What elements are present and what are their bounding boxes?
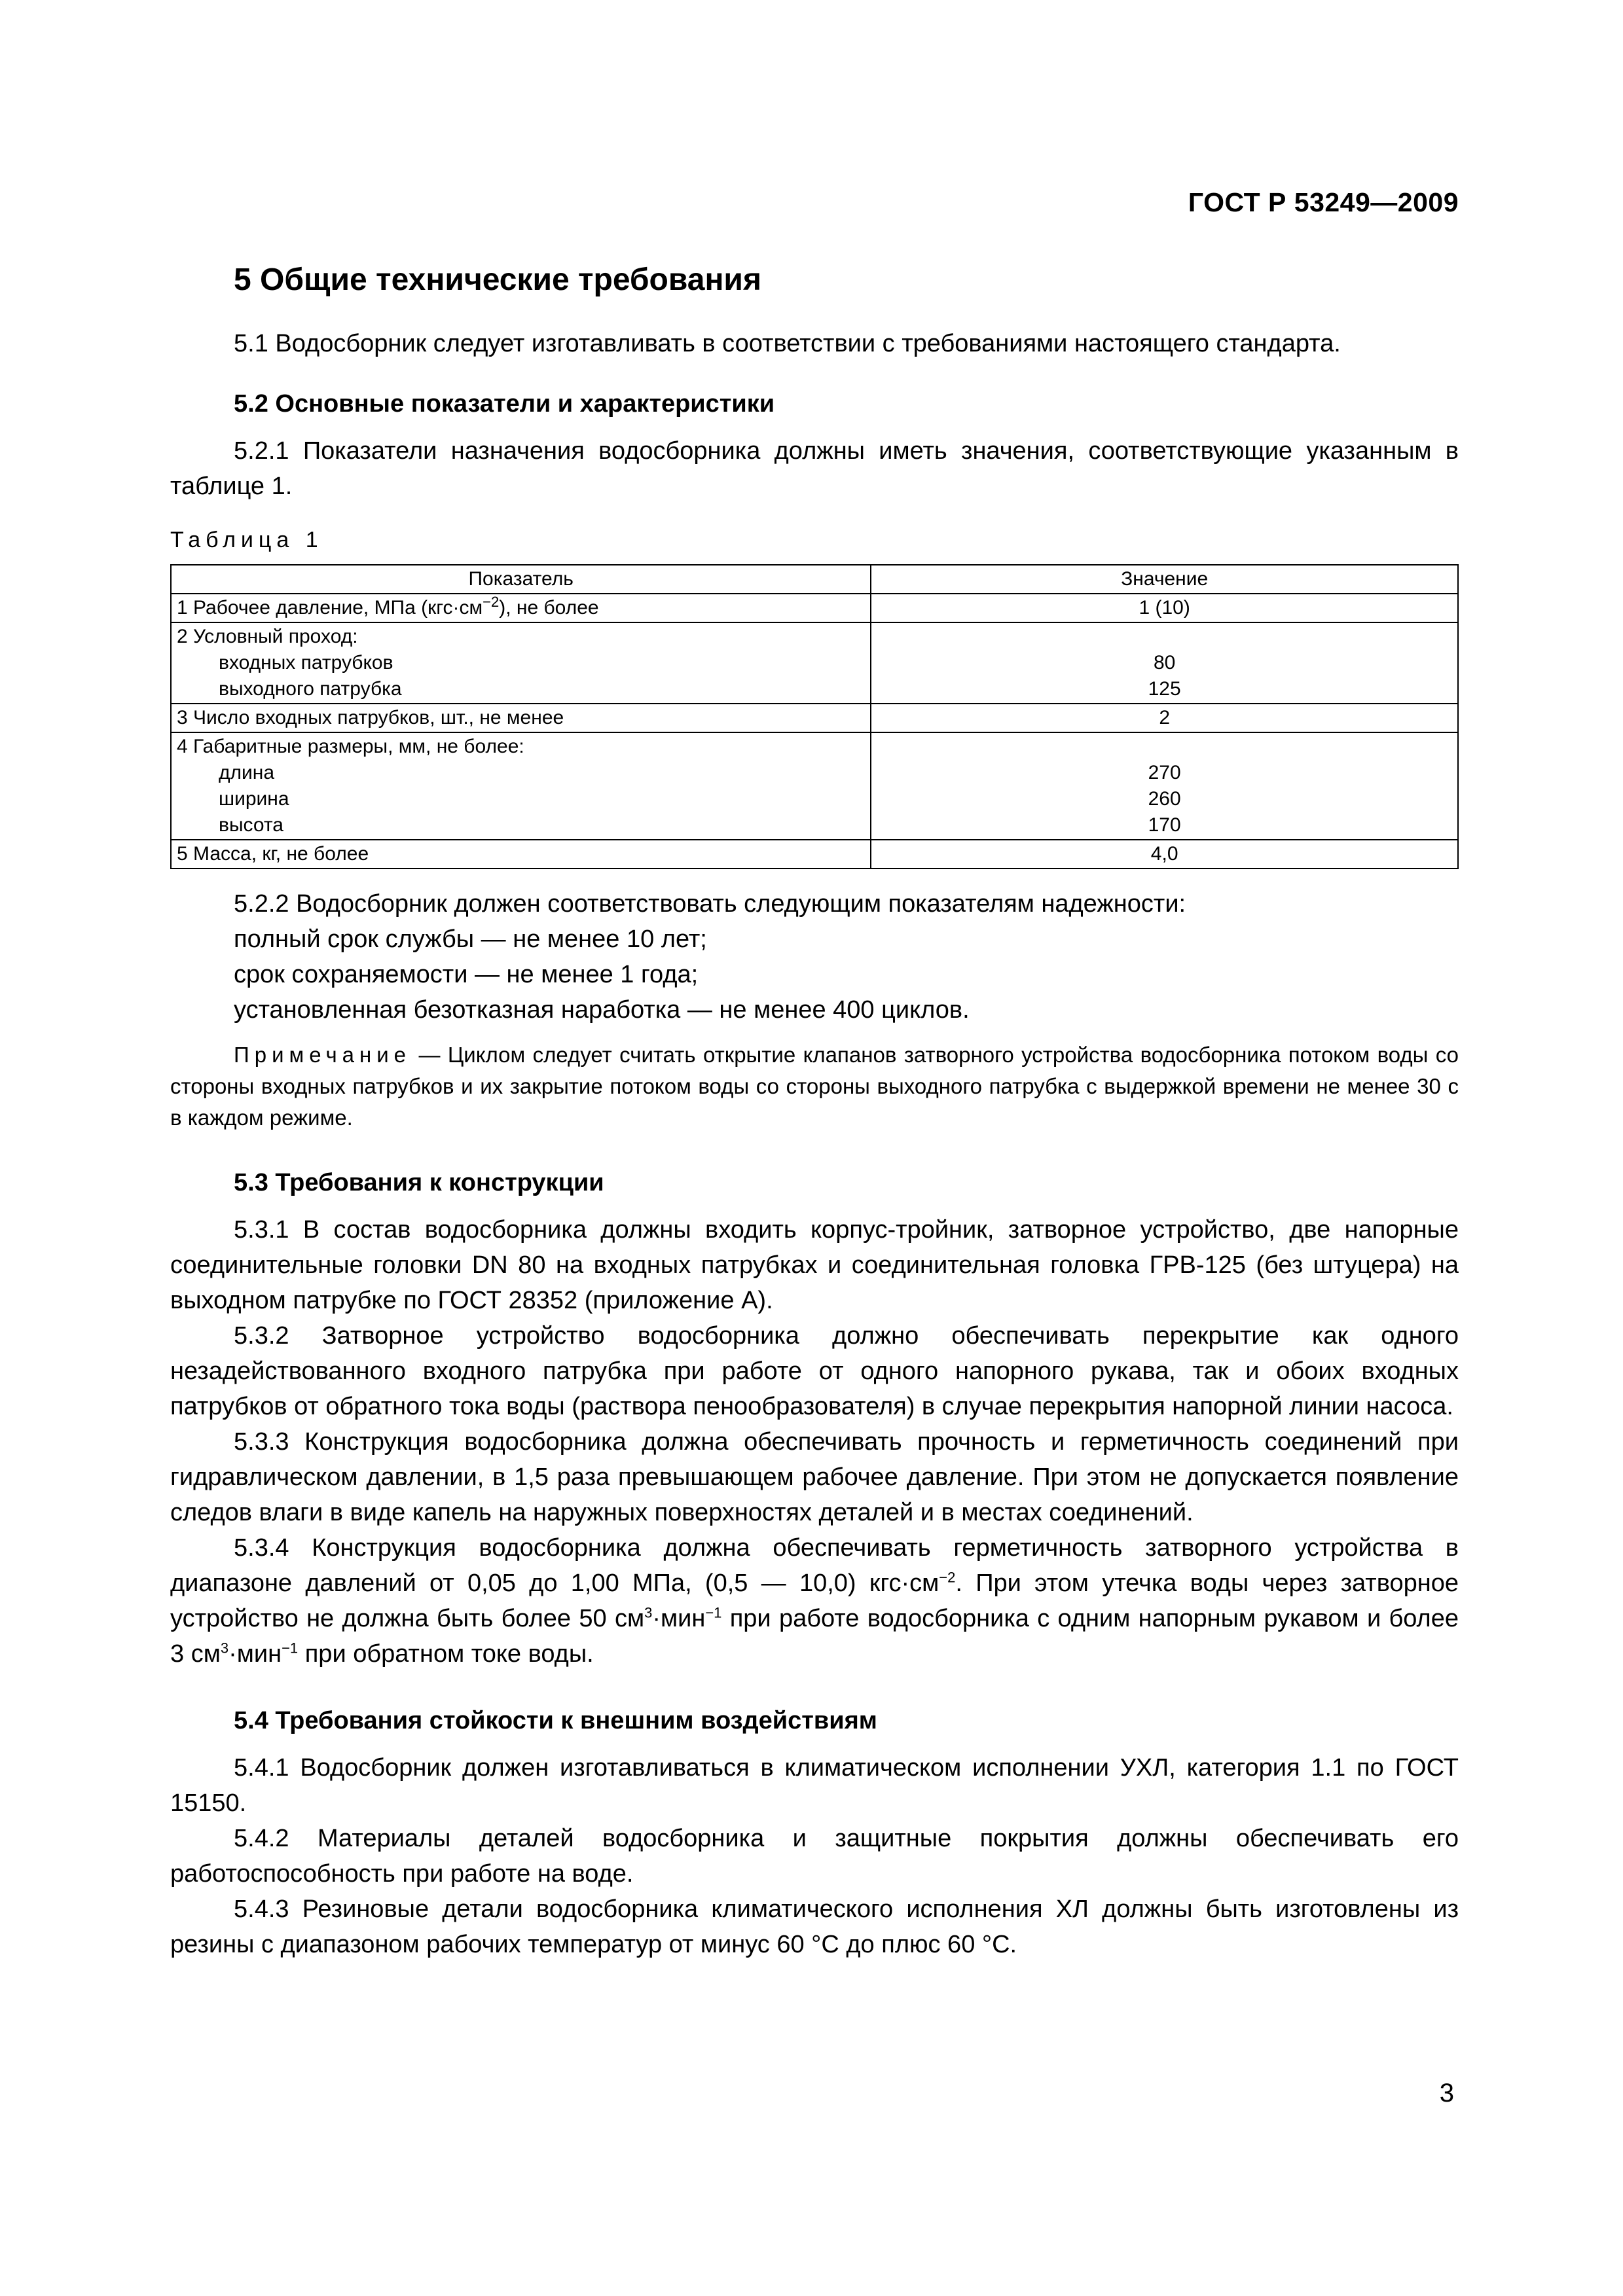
note <box>170 1039 1459 1134</box>
table-cell-param: 1 Рабочее давление, МПа $(кгс\cdot см^{-2})$, не более <box>171 594 871 622</box>
page-number: 3 <box>1439 2079 1454 2108</box>
table-cell-value: 2 <box>871 704 1458 732</box>
table-row <box>171 840 1458 869</box>
paragraph-5-4-1: 5.4.1 Водосборник должен изготавливаться в климатическом исполнении УХЛ, категория 1.1 по ГОСТ 15150. <box>170 1754 1459 1817</box>
note-label: Примечание <box>234 1043 412 1067</box>
note-text: — Циклом следует считать открытие клапанов затворного устройства водосборника потоком воды со стороны входных патрубков и их закрытие потоком воды со стороны выходного патрубка с выдержкой времени не менее 30 с в каждом режиме. <box>170 1043 1459 1130</box>
table-row <box>171 704 1458 732</box>
column-header-param: Показатель <box>171 565 871 594</box>
paragraph-5-4-2: 5.4.2 Материалы деталей водосборника и защитные покрытия должны обеспечивать его работоспособность при работе на воде. <box>170 1825 1459 1888</box>
table-cell-param: 4 Габаритные размеры, мм, не более: длина ширина высота <box>171 732 871 840</box>
paragraph-5-3-4: 5.3.4 Конструкция водосборника должна обеспечивать герметичность затворного устройства в диапазоне давлений от 0,05 до 1,00 МПа, (0,5 — 10,0) $кгс\cdot см^{-2}$. При этом утечка воды через затворное устройство не должна быть более 50 $см^3\cdot мин^{-1}$ при работе водосборника с одним напорным рукавом и более 3 $см^3\cdot мин^{-1}$ при обратном токе воды. <box>170 1534 1459 1668</box>
subsection-title-5-2: 5.2 Основные показатели и характеристики <box>234 390 775 418</box>
table-header-row <box>171 565 1458 594</box>
paragraph-5-4-3: 5.4.3 Резиновые детали водосборника климатического исполнения ХЛ должны быть изготовлены из резины с диапазоном рабочих температур от минус 60 °С до плюс 60 °С. <box>170 1895 1459 1958</box>
table-cell-param: 3 Число входных патрубков, шт., не менее <box>171 704 871 732</box>
table-cell-param: 2 Условный проход: входных патрубков выходного патрубка <box>171 622 871 704</box>
paragraph-5-1: 5.1 Водосборник следует изготавливать в соответствии с требованиями настоящего стандарта. <box>234 330 1341 357</box>
paragraph-5-2-1: 5.2.1 Показатели назначения водосборника должны иметь значения, соответствующие указанным в таблице 1. <box>170 437 1459 500</box>
page-content <box>170 260 1459 1962</box>
subsection-title-5-3: 5.3 Требования к конструкции <box>234 1169 604 1196</box>
table-cell-value: 270 260 170 <box>871 732 1458 840</box>
table-cell-value: 4,0 <box>871 840 1458 869</box>
table-caption: Таблица 1 <box>170 528 323 552</box>
paragraph-5-3-1: 5.3.1 В состав водосборника должны входить корпус-тройник, затворное устройство, две напорные соединительные головки DN 80 на входных патрубках и соединительная головка ГРВ-125 (без штуцера) на выходном патрубке по ГОСТ 28352 (приложение А). <box>170 1216 1459 1314</box>
table-cell-value: 80 125 <box>871 622 1458 704</box>
paragraph-5-2-2: 5.2.2 Водосборник должен соответствовать следующим показателям надежности: полный срок службы — не менее 10 лет; срок сохраняемости — не менее 1 года; установленная безотказная наработка — не менее 400 циклов. <box>234 890 1186 1024</box>
table-cell-param: 5 Масса, кг, не более <box>171 840 871 869</box>
table-cell-value: 1 (10) <box>871 594 1458 622</box>
table-1 <box>170 564 1459 869</box>
table-row <box>171 732 1458 840</box>
standard-code: ГОСТ Р 53249—2009 <box>1188 187 1459 217</box>
subsection-title-5-4: 5.4 Требования стойкости к внешним воздействиям <box>234 1707 877 1734</box>
column-header-value: Значение <box>871 565 1458 594</box>
paragraph-5-3-3: 5.3.3 Конструкция водосборника должна обеспечивать прочность и герметичность соединений при гидравлическом давлении, в 1,5 раза превышающем рабочее давление. При этом не допускается появление следов влаги в виде капель на наружных поверхностях деталей и в местах соединений. <box>170 1428 1459 1526</box>
table-row <box>171 622 1458 704</box>
paragraph-5-3-2: 5.3.2 Затворное устройство водосборника должно обеспечивать перекрытие как одного незадействованного входного патрубка при работе от одного напорного рукава, так и обоих входных патрубков от обратного тока воды (раствора пенообразователя) в случае перекрытия напорной линии насоса. <box>170 1322 1459 1420</box>
section-title: 5 Общие технические требования <box>234 262 761 297</box>
table-row <box>171 594 1458 622</box>
